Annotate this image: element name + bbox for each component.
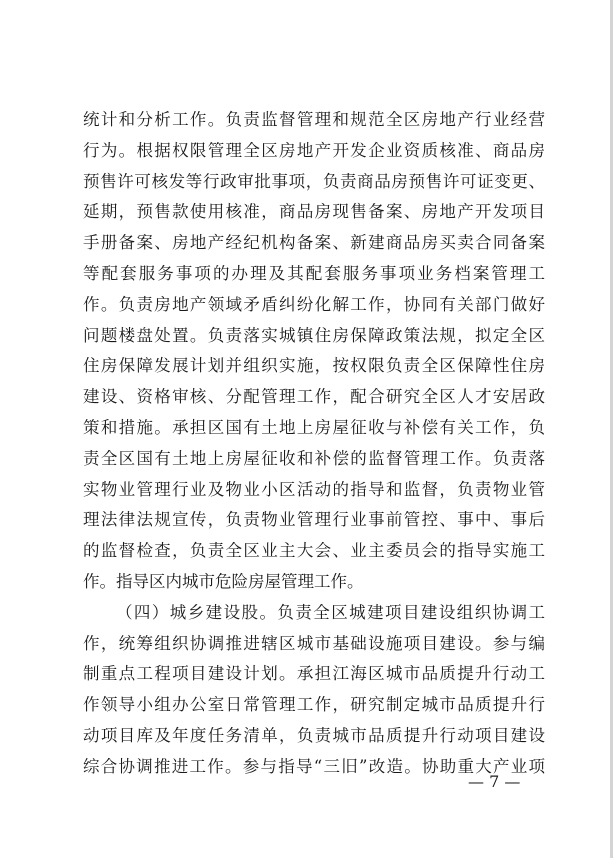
text-line: 综合协调推进工作。参与指导“三旧”改造。协助重大产业项 [83,756,545,776]
text-line: 责全区国有土地上房屋征收和补偿的监督管理工作。负责落 [83,448,545,468]
text-line: 统计和分析工作。负责监督管理和规范全区房地产行业经营 [83,110,545,129]
text-line: 作。负责房地产领域矛盾纠纷化解工作，协同有关部门做好 [83,294,545,314]
text-line: 作，统筹组织协调推进辖区城市基础设施项目建设。参与编 [83,633,545,653]
text-line: 住房保障发展计划并组织实施，按权限负责全区保障性住房 [83,356,545,376]
text-line: 制重点工程项目建设计划。承担江海区城市品质提升行动工 [83,664,545,684]
text-line: 预售许可核发等行政审批事项，负责商品房预售许可证变更、 [83,171,545,191]
text-line: 动项目库及年度任务清单，负责城市品质提升行动项目建设 [83,725,545,745]
text-line: 行为。根据权限管理全区房地产开发企业资质核准、商品房 [83,140,545,160]
text-line: 等配套服务事项的办理及其配套服务事项业务档案管理工 [83,263,545,283]
text-line: 实物业管理行业及物业小区活动的指导和监督，负责物业管 [83,479,545,499]
section-heading-line: （四）城乡建设股。负责全区城建项目建设组织协调工 [116,602,545,622]
body-text [83,105,545,783]
text-line: 延期，预售款使用核准，商品房现售备案、房地产开发项目 [83,202,545,222]
text-line: 作。指导区内城市危险房屋管理工作。 [83,571,364,591]
text-line: 手册备案、房地产经纪机构备案、新建商品房买卖合同备案 [83,233,545,253]
text-line: 作领导小组办公室日常管理工作，研究制定城市品质提升行 [83,695,545,715]
text-line: 理法律法规宣传，负责物业管理行业事前管控、事中、事后 [83,510,545,530]
page-number: — 7 — [468,772,521,791]
text-line: 建设、资格审核、分配管理工作，配合研究全区人才安居政 [83,387,545,407]
text-line: 的监督检查，负责全区业主大会、业主委员会的指导实施工 [83,541,545,561]
text-line: 问题楼盘处置。负责落实城镇住房保障政策法规，拟定全区 [83,325,545,345]
text-line: 策和措施。承担区国有土地上房屋征收与补偿有关工作，负 [83,417,545,437]
